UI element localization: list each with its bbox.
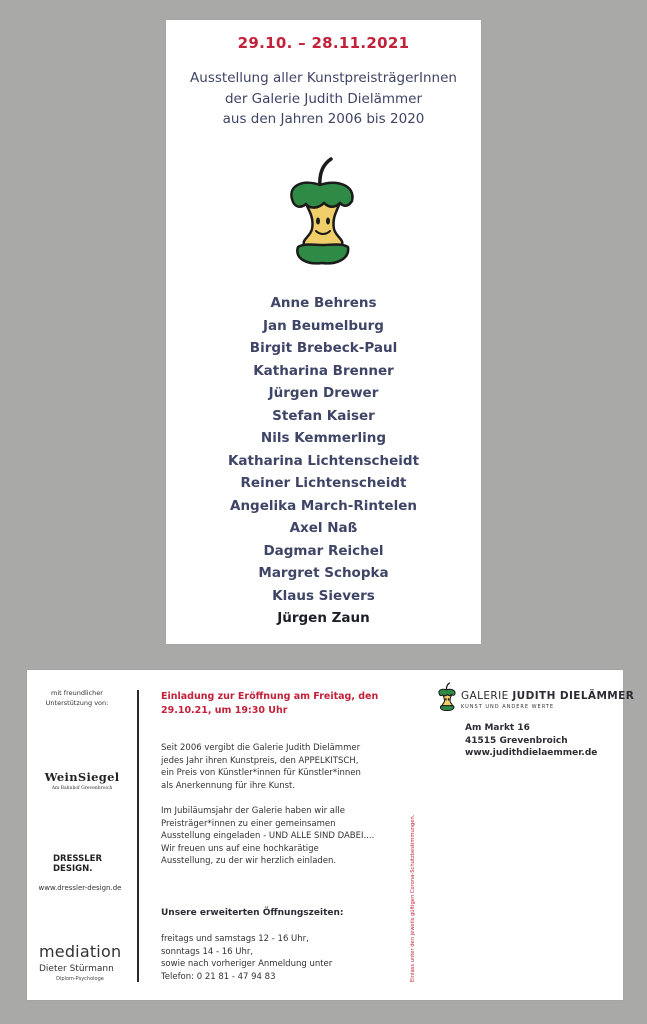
dressler-url: www.dressler-design.de bbox=[38, 884, 122, 892]
weinsiegel-logo: WeinSiegel bbox=[44, 770, 120, 784]
weinsiegel-subtitle: Am Bahnhof Grevenbroich bbox=[51, 786, 113, 791]
invitation-line: Einladung zur Eröffnung am Freitag, den bbox=[161, 691, 379, 702]
apple-core-logo-icon bbox=[437, 682, 457, 712]
sponsors-heading-line: Unterstützung von: bbox=[45, 699, 109, 707]
invitation-heading bbox=[161, 690, 391, 718]
artist-list bbox=[166, 292, 481, 630]
artist-name: Katharina Lichtenscheidt bbox=[227, 452, 420, 469]
gallery-logo-text bbox=[461, 690, 634, 702]
artist-name: Reiner Lichtenscheidt bbox=[240, 475, 407, 491]
mediation-name: Dieter Stürmann bbox=[39, 964, 114, 974]
hours-line: Telefon: 0 21 81 - 47 94 83 bbox=[161, 971, 276, 982]
artist-name: Jürgen Drewer bbox=[268, 385, 379, 401]
body-line: Seit 2006 vergibt die Galerie Judith Dielämmer bbox=[161, 743, 361, 753]
dressler-logo-line: DESIGN. bbox=[53, 864, 93, 874]
exhibition-date: 29.10. – 28.11.2021 bbox=[237, 34, 410, 52]
gallery-logo-prefix: GALERIE bbox=[461, 690, 513, 702]
artist-name: Margret Schopka bbox=[258, 565, 389, 581]
mediation-logo: mediation bbox=[39, 942, 122, 961]
body-line: als Anerkennung für ihre Kunst. bbox=[161, 780, 296, 791]
opening-hours bbox=[161, 933, 332, 983]
body-line: Preisträger*innen zu einer gemeinsamen bbox=[161, 818, 336, 829]
body-line: Im Jubiläumsjahr der Galerie haben wir alle bbox=[161, 806, 345, 816]
artist-name: Axel Naß bbox=[289, 520, 358, 536]
artist-name: Anne Behrens bbox=[270, 295, 377, 311]
vertical-divider bbox=[137, 690, 139, 982]
body-line: Ausstellung, zu der wir herzlich einladen. bbox=[161, 856, 337, 866]
artist-name: Jan Beumelburg bbox=[263, 317, 384, 334]
exhibition-card-back bbox=[27, 670, 635, 1000]
corona-note: Einlass unter den jeweils gültigen Corona-Schutzbestimmungen. bbox=[410, 814, 416, 982]
address-city: 41515 Grevenbroich bbox=[465, 735, 568, 746]
body-line: jedes Jahr ihren Kunstpreis, den APPELKITSCH, bbox=[161, 755, 359, 766]
body-line: ein Preis von Künstler*innen für Künstler*innen bbox=[161, 768, 361, 778]
gallery-website[interactable]: www.judithdielaemmer.de bbox=[465, 748, 598, 758]
subtitle-line: Ausstellung aller KunstpreisträgerInnen bbox=[190, 70, 457, 86]
subtitle-line: der Galerie Judith Dielämmer bbox=[224, 90, 423, 107]
body-line: Wir freuen uns auf eine hochkarätige bbox=[161, 843, 319, 854]
artist-name: Jürgen Zaun bbox=[277, 610, 370, 626]
body-line: Ausstellung eingeladen - UND ALLE SIND DABEI.... bbox=[161, 831, 375, 841]
artist-name: Katharina Brenner bbox=[253, 362, 394, 379]
sponsors-heading bbox=[27, 688, 127, 708]
address-street: Am Markt 16 bbox=[465, 723, 530, 733]
artist-name: Nils Kemmerling bbox=[260, 430, 387, 446]
gallery-logo-name: JUDITH DIELÄMMER bbox=[512, 690, 635, 702]
hours-line: sowie nach vorheriger Anmeldung unter bbox=[161, 959, 333, 969]
sponsors-heading-line: mit freundlicher bbox=[51, 689, 103, 697]
invitation-line: 29.10.21, um 19:30 Uhr bbox=[161, 705, 288, 716]
artist-name: Stefan Kaiser bbox=[272, 407, 375, 424]
exhibition-subtitle bbox=[166, 68, 481, 130]
dressler-logo-line: DRESSLER bbox=[53, 854, 103, 864]
artist-name: Angelika March-Rintelen bbox=[230, 497, 417, 514]
hours-line: sonntags 14 - 16 Uhr, bbox=[161, 946, 254, 957]
gallery-address bbox=[465, 722, 597, 760]
artist-name: Birgit Brebeck-Paul bbox=[249, 340, 398, 356]
mediation-title: Diplom-Psychologe bbox=[56, 976, 104, 982]
artist-name: Klaus Sievers bbox=[272, 587, 375, 604]
paragraph-gap bbox=[161, 792, 411, 805]
exhibition-card-front bbox=[166, 20, 481, 644]
invitation-body bbox=[161, 742, 411, 868]
apple-core-icon bbox=[284, 157, 360, 267]
subtitle-line: aus den Jahren 2006 bis 2020 bbox=[222, 111, 425, 127]
artist-name: Dagmar Reichel bbox=[263, 542, 384, 559]
gallery-tagline: KUNST UND ANDERE WERTE bbox=[461, 704, 555, 710]
opening-hours-heading: Unsere erweiterten Öffnungszeiten: bbox=[161, 908, 344, 918]
hours-line: freitags und samstags 12 - 16 Uhr, bbox=[161, 934, 309, 944]
dressler-logo bbox=[53, 854, 102, 874]
